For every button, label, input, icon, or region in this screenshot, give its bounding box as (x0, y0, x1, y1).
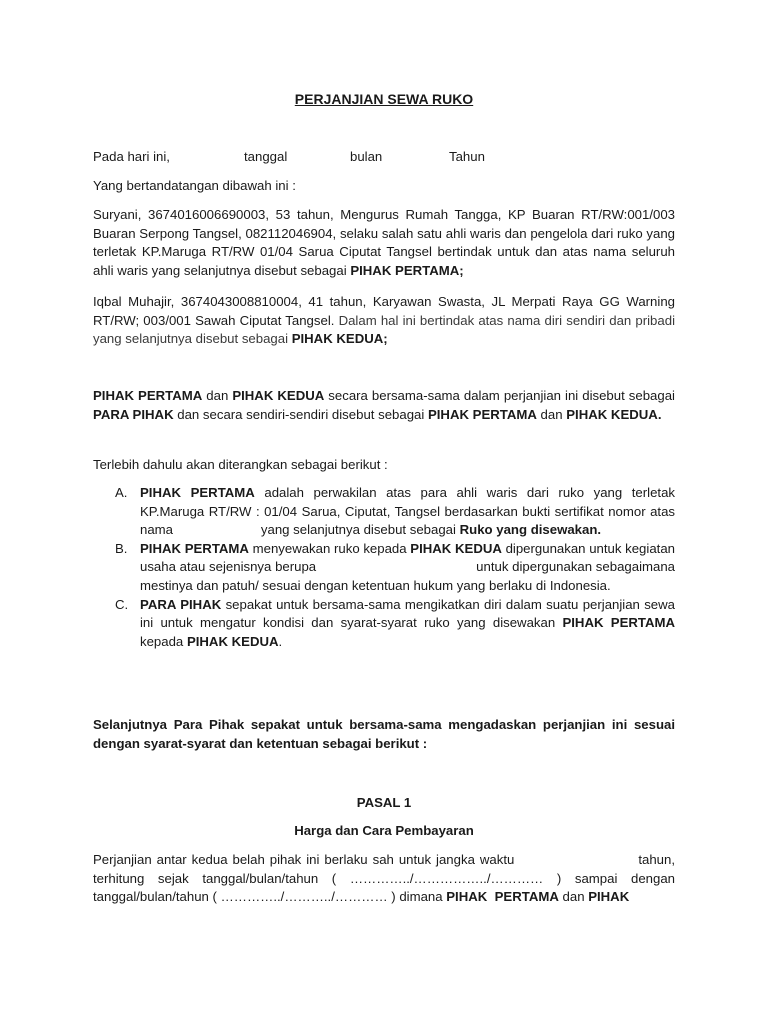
pasal-t1: dan (558, 889, 589, 905)
signers-intro: Yang bertandatangan dibawah ini : (93, 178, 296, 193)
list-marker: C. (115, 596, 129, 612)
party-two-paragraph (93, 293, 675, 349)
pasal-number: PASAL 1 (356, 795, 412, 810)
parties-t2: secara bersama-sama dalam perjanjian ini disebut sebagai (324, 388, 675, 403)
pasal-one-paragraph (93, 851, 679, 907)
explain-intro: Terlebih dahulu akan diterangkan sebagai berikut : (93, 457, 388, 472)
agreement-paragraph: Selanjutnya Para Pihak sepakat untuk bersama-sama mengadaskan perjanjian ini sesuai dengan syarat-syarat dan ketentuan sebagai berikut : (93, 717, 675, 751)
item-b-b2: PIHAK KEDUA (410, 540, 502, 556)
item-a-t1: adalah perwakilan atas para ahli waris dari ruko yang terletak KP.Maruga RT/RW : 01/04 Sarua, Ciputat, Tangsel berdasarkan bukti sertifikat nomor atas nama yang selanjutnya disebut sebagai (140, 485, 679, 538)
explanation-list (115, 484, 679, 651)
list-item (115, 540, 679, 596)
item-c-b1: PARA PIHAK (140, 596, 222, 612)
item-b-t2: dipergunakan untuk kegiatan usaha atau sejenisnya berupa untuk dipergunakan sebagaimana mestinya dan patuh/ sesuai dengan ketentuan hukum yang berlaku di Indonesia. (140, 540, 679, 593)
parties-b1: PIHAK PERTAMA (93, 388, 203, 403)
party-one-label: PIHAK PERTAMA; (350, 262, 464, 278)
item-c-b3: PIHAK KEDUA (186, 633, 279, 649)
item-c-t1: sepakat untuk bersama-sama mengikatkan diri dalam suatu perjanjian sewa ini untuk mengatur kondisi dan syarat-syarat ruko yang disewakan (140, 596, 675, 631)
item-a-b1: PIHAK PERTAMA (140, 485, 255, 500)
list-item (115, 484, 679, 540)
party-one-text: Suryani, 3674016006690003, 53 tahun, Mengurus Rumah Tangga, KP Buaran RT/RW:001/003 Buaran Serpong Tangsel, 082112046904, selaku salah satu ahli waris dan pengelola dari ruko yang terletak KP.Maruga RT/RW 01/04 Sarua Ciputat Tangsel bertindak untuk dan atas nama seluruh ahli waris yang selanjutnya disebut sebagai (93, 207, 675, 278)
party-two-text-a: Iqbal Muhajir, 3674043008810004, 41 tahun, Karyawan Swasta, JL Merpati Raya GG Warning RT/RW; 003/001 Sawah Ciputat Tangsel. (93, 294, 675, 328)
parties-t4: dan (536, 406, 567, 422)
date-day-label: Pada hari ini, (93, 149, 170, 164)
date-year-label: Tahun (449, 149, 485, 164)
item-c-b2: PIHAK PERTAMA (562, 615, 675, 631)
document-title: PERJANJIAN SEWA RUKO (294, 91, 474, 107)
item-b-t1: menyewakan ruko kepada (248, 540, 411, 556)
item-c-t3: . (278, 633, 283, 649)
parties-b4: PIHAK PERTAMA (427, 406, 537, 422)
pasal-b2: PIHAK (588, 889, 630, 905)
party-one-paragraph (93, 206, 675, 280)
parties-b2: PIHAK KEDUA (232, 388, 325, 403)
parties-t3: dan secara sendiri-sendiri disebut sebagai (173, 406, 428, 422)
item-b-b1: PIHAK PERTAMA (140, 540, 249, 556)
list-marker: B. (115, 540, 128, 556)
item-c-t2: kepada (140, 633, 187, 649)
party-two-text-b: Dalam hal ini bertindak atas nama diri sendiri dan pribadi yang selanjutnya disebut sebagai (93, 312, 675, 347)
date-month-label: bulan (350, 149, 383, 164)
parties-b5: PIHAK KEDUA. (566, 406, 662, 422)
date-line (93, 148, 675, 168)
parties-definition-paragraph (93, 387, 675, 424)
pasal-heading: Harga dan Cara Pembayaran (294, 823, 474, 838)
list-item (115, 596, 675, 652)
date-date-label: tanggal (244, 149, 288, 164)
parties-b3: PARA PIHAK (93, 406, 174, 422)
list-marker: A. (115, 485, 128, 500)
parties-t1: dan (202, 388, 233, 403)
pasal-text: Perjanjian antar kedua belah pihak ini berlaku sah untuk jangka waktu tahun, terhitung sejak tanggal/bulan/tahun ( …………../……………../………… ) sampai dengan tanggal/bulan/tahun ( …………../………../………… ) dimana (93, 852, 679, 905)
pasal-b1: PIHAK PERTAMA (446, 889, 559, 905)
item-a-b2: Ruko yang disewakan. (459, 522, 602, 538)
party-two-label: PIHAK KEDUA; (291, 331, 388, 347)
